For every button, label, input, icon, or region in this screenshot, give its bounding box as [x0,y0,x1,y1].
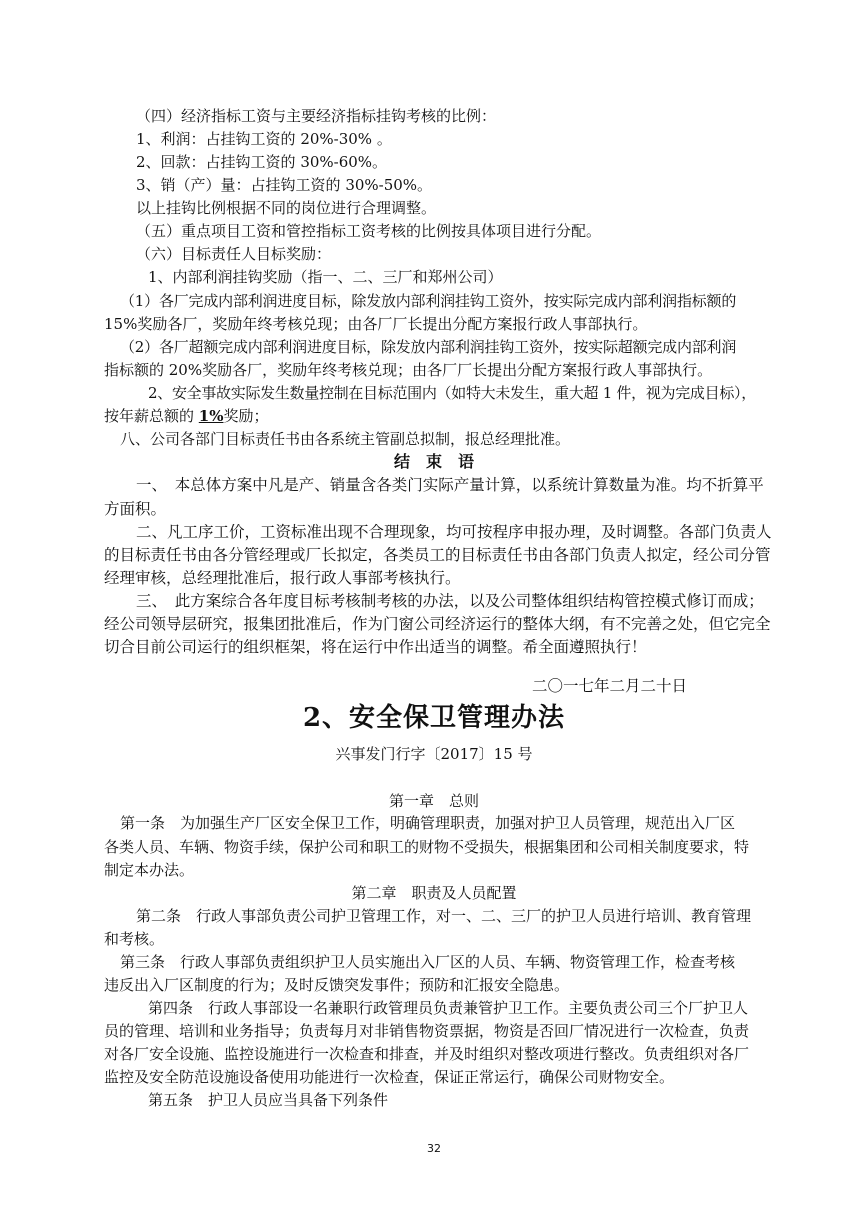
underlined-percent: 1% [198,407,224,425]
text-line: 2、安全事故实际发生数量控制在目标范围内（如特大未发生，重大超 1 件，视为完成目标）， [148,384,756,402]
document-number: 兴事发门行字〔2017〕15 号 [335,745,533,763]
text-line: 对各厂安全设施、监控设施进行一次检查和排查，并及时组织对整改项进行整改。负责组织对各厂 [104,1045,750,1063]
text-line: 的目标责任书由各分管经理或厂长拟定，各类员工的目标责任书由各部门负责人拟定，经公司分管 [104,546,771,564]
text-line: 经理审核，总经理批准后，报行政人事部考核执行。 [104,569,461,587]
text-line [104,406,269,426]
text-fragment: 按年薪总额的 [104,407,199,425]
text-line: 第三条 行政人事部负责组织护卫人员实施出入厂区的人员、车辆、物资管理工作，检查考核 [120,953,736,971]
text-line: 二、凡工序工价，工资标准出现不合理现象，均可按程序申报办理，及时调整。各部门负责人 [136,523,772,541]
text-line: 监控及安全防范设施设备使用功能进行一次检查，保证正常运行，确保公司财物安全。 [104,1068,675,1086]
text-line: 第五条 护卫人员应当具备下列条件 [148,1091,389,1109]
text-line: 2、回款：占挂钩工资的 30%-60%。 [136,153,388,171]
signature-date: 二〇一七年二月二十日 [532,677,688,695]
text-line: 3、销（产）量：占挂钩工资的 30%-50%。 [136,176,433,194]
text-line: 指标额的 20%奖励各厂，奖励年终考核兑现；由各厂厂长提出分配方案报行政人事部执行。 [104,361,713,379]
text-line: 和考核。 [104,930,165,948]
text-line: 违反出入厂区制度的行为；及时反馈突发事件；预防和汇报安全隐患。 [104,976,570,994]
page-number: 32 [427,1142,441,1155]
text-line: 第二条 行政人事部负责公司护卫管理工作，对一、二、三厂的护卫人员进行培训、教育管理 [136,907,752,925]
text-line: 第四条 行政人事部设一名兼职行政管理员负责兼管护卫工作。主要负责公司三个厂护卫人 [148,999,749,1017]
text-line: （1）各厂完成内部利润进度目标，除发放内部利润挂钩工资外，按实际完成内部利润指标额的 [120,292,737,310]
text-line: （2）各厂超额完成内部利润进度目标，除发放内部利润挂钩工资外，按实际超额完成内部利润 [120,338,737,356]
text-line: 八、公司各部门目标责任书由各系统主管副总拟制，报总经理批准。 [120,430,571,448]
text-line: 各类人员、车辆、物资手续，保护公司和职工的财物不受损失，根据集团和公司相关制度要求，特 [104,838,750,856]
text-fragment: 奖励； [223,407,269,425]
text-line: 员的管理、培训和业务指导；负责每月对非销售物资票据，物资是否回厂情况进行一次检查，负责 [104,1022,750,1040]
text-line: （四）经济指标工资与主要经济指标挂钩考核的比例： [136,107,497,125]
text-line: 经公司领导层研究，报集团批准后，作为门窗公司经济运行的整体大纲，有不完善之处，但它完全 [104,615,771,633]
section-title: 2、安全保卫管理办法 [302,703,566,733]
text-line: 以上挂钩比例根据不同的岗位进行合理调整。 [136,199,437,217]
text-line: 1、利润：占挂钩工资的 20%-30% 。 [136,130,392,148]
text-line: 15%奖励各厂，奖励年终考核兑现；由各厂厂长提出分配方案报行政人事部执行。 [104,315,648,333]
text-line: 第一条 为加强生产厂区安全保卫工作，明确管理职责，加强对护卫人员管理，规范出入厂区 [120,814,736,832]
text-line: 方面积。 [104,500,167,518]
text-line: 一、 本总体方案中凡是产、销量含各类门实际产量计算，以系统计算数量为准。均不折算平 [136,476,764,494]
text-line: 1、内部利润挂钩奖励（指一、二、三厂和郑州公司） [148,268,503,286]
text-line: 三、 此方案综合各年度目标考核制考核的办法，以及公司整体组织结构管控模式修订而成； [136,592,764,610]
text-line: 制定本办法。 [104,861,195,879]
chapter-heading: 第一章 总则 [388,792,479,810]
text-line: （五）重点项目工资和管控指标工资考核的比例按具体项目进行分配。 [136,222,602,240]
chapter-heading: 第二章 职责及人员配置 [351,884,517,902]
text-line: （六）目标责任人目标奖励： [136,245,332,263]
text-line: 切合目前公司运行的组织框架，将在运行中作出适当的调整。希全面遵照执行！ [104,638,647,656]
closing-heading: 结 束 语 [393,452,474,471]
